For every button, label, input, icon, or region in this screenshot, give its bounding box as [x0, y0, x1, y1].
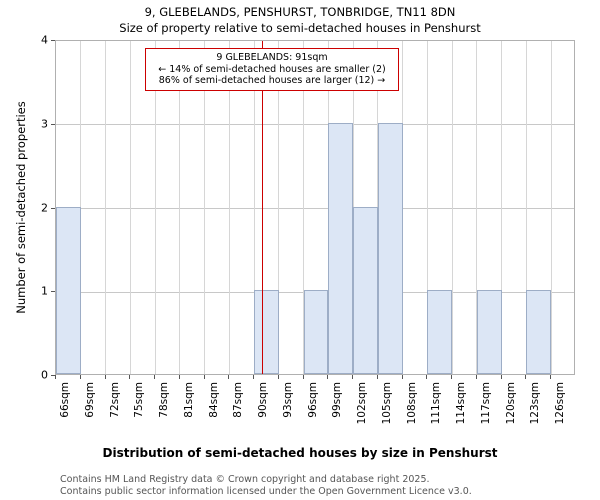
- x-tick-label: 114sqm: [455, 382, 468, 425]
- x-tick-mark: [80, 375, 81, 379]
- annotation-line-1: 9 GLEBELANDS: 91sqm: [216, 52, 328, 63]
- x-axis-label: Distribution of semi-detached houses by size in Penshurst: [102, 446, 498, 460]
- x-tick-mark: [55, 375, 56, 379]
- bar: [427, 290, 452, 374]
- property-marker-line: [262, 41, 263, 374]
- y-tick-label: 0: [41, 368, 48, 382]
- x-tick-label: 78sqm: [158, 382, 171, 418]
- annotation-line-2: ← 14% of semi-detached houses are smaller (2): [158, 63, 386, 75]
- y-axis-label: Number of semi-detached properties: [14, 101, 28, 314]
- x-tick-label: 105sqm: [380, 382, 393, 425]
- gridline-vertical: [179, 41, 180, 374]
- x-tick-label: 111sqm: [430, 382, 443, 425]
- y-tick-mark: [51, 208, 55, 209]
- gridline-vertical: [155, 41, 156, 374]
- x-tick-mark: [451, 375, 452, 379]
- bar: [353, 207, 378, 375]
- x-tick-mark: [129, 375, 130, 379]
- x-tick-label: 90sqm: [257, 382, 270, 418]
- y-tick-label: 1: [41, 284, 48, 298]
- x-tick-label: 96sqm: [306, 382, 319, 418]
- annotation-box: [145, 48, 399, 91]
- gridline-vertical: [105, 41, 106, 374]
- footer-line-1: Contains HM Land Registry data © Crown copyright and database right 2025.: [60, 474, 430, 485]
- x-tick-mark: [278, 375, 279, 379]
- x-tick-label: 84sqm: [207, 382, 220, 418]
- x-tick-mark: [501, 375, 502, 379]
- bar: [477, 290, 502, 374]
- annotation-line-3: 86% of semi-detached houses are larger (12) →: [158, 75, 386, 86]
- page-title: 9, GLEBELANDS, PENSHURST, TONBRIDGE, TN11 8DN: [144, 5, 456, 19]
- x-tick-mark: [402, 375, 403, 379]
- x-tick-label: 66sqm: [59, 382, 71, 418]
- x-tick-label: 123sqm: [529, 382, 542, 425]
- x-tick-label: 69sqm: [83, 382, 96, 418]
- x-tick-mark: [550, 375, 551, 379]
- x-tick-mark: [179, 375, 180, 379]
- page-subtitle: Size of property relative to semi-detached houses in Penshurst: [119, 21, 481, 35]
- x-tick-label: 108sqm: [405, 382, 418, 425]
- x-tick-mark: [154, 375, 155, 379]
- x-tick-mark: [228, 375, 229, 379]
- bar: [254, 290, 279, 374]
- x-tick-mark: [476, 375, 477, 379]
- x-tick-label: 81sqm: [182, 382, 195, 418]
- x-tick-mark: [303, 375, 304, 379]
- gridline-horizontal: [56, 124, 574, 125]
- x-tick-label: 126sqm: [554, 382, 567, 425]
- bar: [328, 123, 353, 374]
- x-tick-label: 93sqm: [281, 382, 294, 418]
- x-tick-label: 120sqm: [504, 382, 517, 425]
- x-tick-mark: [253, 375, 254, 379]
- x-tick-label: 87sqm: [232, 382, 245, 418]
- chart-title-block: [0, 4, 600, 36]
- x-tick-label: 75sqm: [133, 382, 146, 418]
- x-tick-label: 99sqm: [331, 382, 344, 418]
- x-tick-mark: [105, 375, 106, 379]
- x-tick-label: 117sqm: [479, 382, 492, 425]
- x-tick-mark: [525, 375, 526, 379]
- gridline-vertical: [229, 41, 230, 374]
- x-tick-mark: [352, 375, 353, 379]
- gridline-horizontal: [56, 208, 574, 209]
- gridline-vertical: [130, 41, 131, 374]
- y-tick-label: 2: [41, 201, 48, 214]
- x-tick-label: 72sqm: [108, 382, 121, 418]
- bar: [526, 290, 551, 374]
- x-tick-mark: [426, 375, 427, 379]
- y-tick-mark: [51, 291, 55, 292]
- gridline-vertical: [204, 41, 205, 374]
- bar: [304, 290, 329, 374]
- x-tick-mark: [204, 375, 205, 379]
- y-tick-mark: [51, 40, 55, 41]
- x-tick-label: 102sqm: [356, 382, 369, 425]
- y-tick-label: 4: [41, 33, 48, 47]
- x-tick-mark: [327, 375, 328, 379]
- x-tick-mark: [377, 375, 378, 379]
- y-tick-label: 3: [41, 117, 48, 131]
- y-tick-mark: [51, 124, 55, 125]
- bar: [378, 123, 403, 374]
- bar: [56, 207, 81, 375]
- footer-line-2: Contains public sector information licensed under the Open Government Licence v3.0.: [60, 486, 472, 497]
